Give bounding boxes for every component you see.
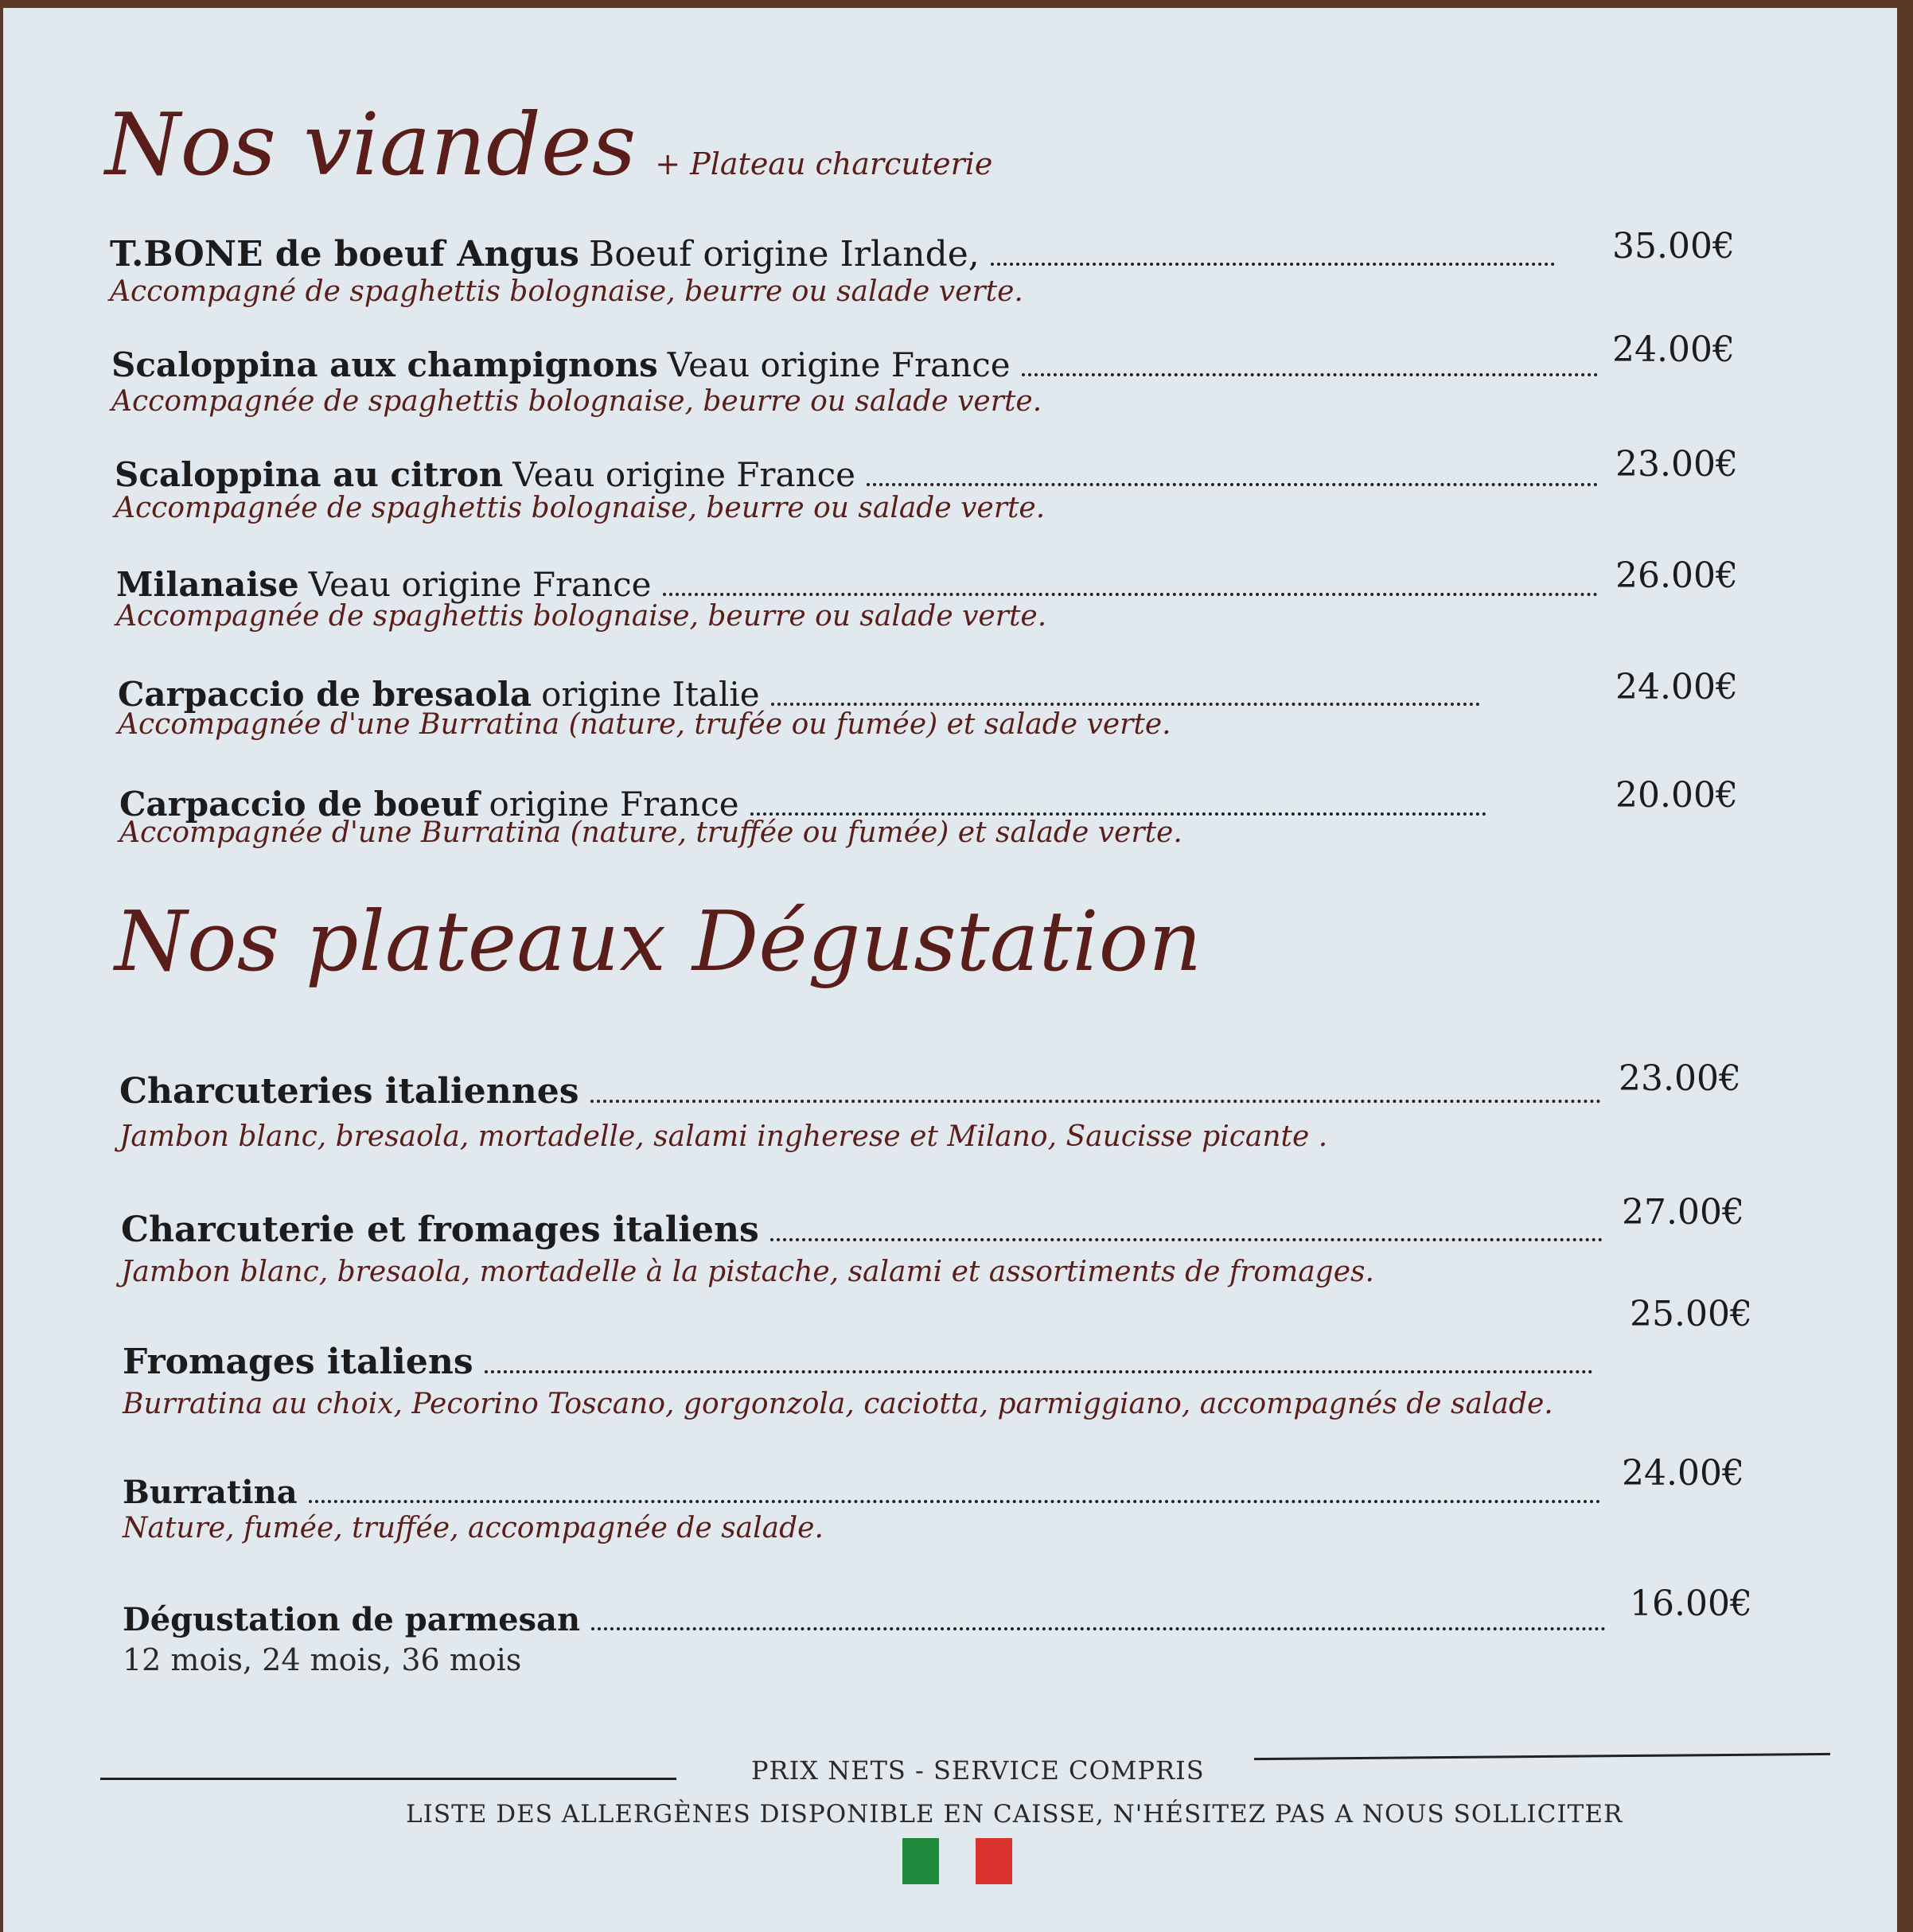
footer-service-note: PRIX NETS - SERVICE COMPRIS bbox=[751, 1755, 1205, 1786]
dot-leader bbox=[485, 1370, 1593, 1373]
platter-item-name: Charcuteries italiennes bbox=[119, 1071, 579, 1112]
platter-item-description: Jambon blanc, bresaola, mortadelle, salami ingherese et Milano, Saucisse picante . bbox=[119, 1120, 1328, 1153]
dot-leader bbox=[867, 483, 1598, 486]
meat-item-name: Milanaise bbox=[116, 565, 299, 604]
dot-leader bbox=[591, 1627, 1606, 1630]
dot-leader bbox=[991, 263, 1555, 266]
footer-allergen-note: LISTE DES ALLERGÈNES DISPONIBLE EN CAISSE, N'HÉSITEZ PAS A NOUS SOLLICITER bbox=[406, 1800, 1623, 1829]
meat-item-name: Scaloppina aux champignons bbox=[111, 345, 658, 384]
platter-item-description: Nature, fumée, truffée, accompagnée de salade. bbox=[123, 1512, 824, 1544]
footer-rule-right bbox=[1254, 1753, 1830, 1760]
meats-subtitle: + Plateau charcuterie bbox=[655, 146, 993, 181]
meats-title-text: Nos viandes bbox=[105, 95, 637, 195]
platter-item-name: Dégustation de parmesan bbox=[123, 1601, 581, 1638]
meat-item-origin: Veau origine France bbox=[308, 565, 652, 604]
meat-item-price: 24.00€ bbox=[1612, 329, 1735, 370]
dot-leader bbox=[663, 593, 1598, 596]
platter-item-price: 23.00€ bbox=[1619, 1058, 1741, 1099]
platter-item-name: Fromages italiens bbox=[123, 1342, 473, 1382]
platter-item-description: Jambon blanc, bresaola, mortadelle à la pistache, salami et assortiments de fromages. bbox=[121, 1256, 1374, 1288]
meat-item-line-1 bbox=[111, 345, 1607, 384]
meat-item-name: Scaloppina au citron bbox=[115, 455, 504, 494]
platter-item-name: Charcuterie et fromages italiens bbox=[121, 1209, 759, 1250]
meat-item-name: Carpaccio de bresaola bbox=[118, 675, 532, 714]
platter-item-line-0 bbox=[119, 1071, 1611, 1112]
meat-item-price: 26.00€ bbox=[1615, 555, 1738, 596]
meat-item-price: 20.00€ bbox=[1615, 775, 1738, 816]
dot-leader bbox=[771, 703, 1480, 706]
meat-item-line-3 bbox=[116, 565, 1607, 604]
platter-item-line-3 bbox=[123, 1474, 1611, 1511]
platter-item-name: Burratina bbox=[123, 1474, 298, 1511]
meat-item-description: Accompagné de spaghettis bolognaise, beurre ou salade verte. bbox=[110, 275, 1023, 308]
meat-item-origin: Veau origine France bbox=[512, 455, 855, 494]
meat-item-origin: Boeuf origine Irlande, bbox=[588, 234, 980, 275]
meats-title bbox=[105, 95, 992, 195]
platter-item-line-1 bbox=[121, 1209, 1612, 1250]
dot-leader bbox=[590, 1100, 1602, 1103]
meat-item-price: 24.00€ bbox=[1615, 667, 1738, 707]
dot-leader bbox=[750, 812, 1486, 816]
meat-item-origin: Veau origine France bbox=[667, 345, 1011, 384]
platter-item-line-2 bbox=[123, 1342, 1603, 1382]
meat-item-origin: origine France bbox=[489, 785, 739, 824]
meat-item-name: Carpaccio de boeuf bbox=[119, 785, 480, 824]
platter-item-description: Burratina au choix, Pecorino Toscano, gorgonzola, caciotta, parmiggiano, accompagnés de salade. bbox=[123, 1388, 1553, 1420]
footer-rule-left bbox=[100, 1778, 676, 1780]
flag-red-icon bbox=[976, 1838, 1012, 1884]
platter-item-price: 27.00€ bbox=[1622, 1192, 1744, 1233]
dot-leader bbox=[309, 1500, 1601, 1503]
meat-item-description: Accompagnée d'une Burratina (nature, trufée ou fumée) et salade verte. bbox=[118, 708, 1171, 741]
meat-item-origin: origine Italie bbox=[541, 675, 760, 714]
meat-item-description: Accompagnée de spaghettis bolognaise, beurre ou salade verte. bbox=[111, 385, 1042, 418]
meat-item-price: 35.00€ bbox=[1612, 226, 1735, 267]
platter-item-description: 12 mois, 24 mois, 36 mois bbox=[123, 1642, 522, 1677]
meat-item-description: Accompagnée d'une Burratina (nature, truffée ou fumée) et salade verte. bbox=[119, 816, 1182, 849]
platter-item-price: 16.00€ bbox=[1630, 1583, 1752, 1624]
meat-item-line-0 bbox=[110, 234, 1564, 275]
platter-item-line-4 bbox=[123, 1601, 1615, 1638]
meat-item-name: T.BONE de boeuf Angus bbox=[110, 234, 579, 275]
meat-item-line-2 bbox=[115, 455, 1607, 494]
platter-item-price: 25.00€ bbox=[1630, 1294, 1752, 1334]
dot-leader bbox=[770, 1238, 1603, 1241]
platter-item-price: 24.00€ bbox=[1622, 1453, 1744, 1494]
meat-item-price: 23.00€ bbox=[1615, 444, 1738, 485]
dot-leader bbox=[1022, 373, 1598, 376]
meat-item-description: Accompagnée de spaghettis bolognaise, beurre ou salade verte. bbox=[115, 492, 1046, 524]
flag-green-icon bbox=[902, 1838, 939, 1884]
platters-title: Nos plateaux Dégustation bbox=[115, 893, 1202, 990]
menu-page bbox=[3, 8, 1897, 1932]
meat-item-description: Accompagnée de spaghettis bolognaise, beurre ou salade verte. bbox=[116, 600, 1047, 633]
